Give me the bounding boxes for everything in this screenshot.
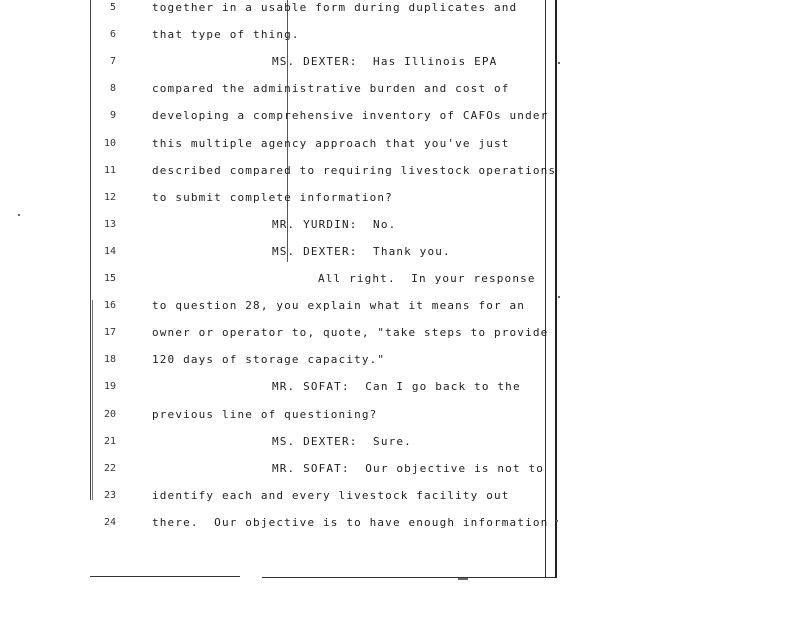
line-number: 9 bbox=[109, 110, 116, 122]
transcript-line-text: to submit complete information? bbox=[152, 190, 393, 204]
transcript-line-text: owner or operator to, quote, "take steps to provide bbox=[152, 326, 549, 340]
transcript-line-text: MR. YURDIN: No. bbox=[272, 217, 397, 231]
transcript-line-text: to question 28, you explain what it means for an bbox=[152, 299, 526, 313]
line-number: 19 bbox=[103, 381, 116, 393]
left-margin-rule bbox=[90, 0, 91, 500]
line-number: 10 bbox=[103, 137, 116, 149]
line-number: 14 bbox=[103, 245, 116, 257]
transcript-line-text: described compared to requiring livestock operations bbox=[152, 163, 557, 177]
scan-speck bbox=[556, 520, 558, 522]
line-number: 22 bbox=[103, 462, 116, 474]
line-number: 13 bbox=[103, 218, 116, 230]
transcript-line-text: there. Our objective is to have enough information bbox=[152, 515, 549, 529]
transcript-line-text: MS. DEXTER: Thank you. bbox=[272, 244, 451, 258]
line-number: 11 bbox=[103, 164, 116, 176]
transcript-line-text: MR. SOFAT: Our objective is not to bbox=[272, 461, 545, 475]
scan-speck bbox=[458, 578, 468, 580]
transcript-line-text: MS. DEXTER: Sure. bbox=[272, 434, 412, 448]
transcript-line-text: developing a comprehensive inventory of CAFOs under bbox=[152, 109, 549, 123]
line-number: 15 bbox=[103, 273, 116, 284]
transcript-line-text: MR. SOFAT: Can I go back to the bbox=[272, 380, 521, 394]
line-number: 5 bbox=[109, 2, 116, 13]
transcript-line-text: that type of thing. bbox=[152, 28, 300, 42]
line-number: 16 bbox=[103, 300, 116, 312]
transcript-line-text: together in a usable form during duplicates and bbox=[152, 1, 518, 14]
bottom-rule-left bbox=[90, 576, 240, 577]
right-margin-rule bbox=[545, 0, 546, 578]
scan-speck bbox=[18, 214, 20, 216]
line-number: 12 bbox=[103, 191, 116, 203]
line-number: 21 bbox=[103, 435, 116, 447]
line-number: 20 bbox=[103, 408, 116, 420]
transcript-line-text: MS. DEXTER: Has Illinois EPA bbox=[272, 55, 498, 69]
transcript-line-text: compared the administrative burden and cost of bbox=[152, 82, 510, 96]
transcript-line-text: 120 days of storage capacity." bbox=[152, 353, 386, 367]
transcript-line-text: identify each and every livestock facility out bbox=[152, 488, 510, 502]
line-number: 24 bbox=[103, 516, 116, 528]
transcript-line-text: this multiple agency approach that you've just bbox=[152, 136, 510, 150]
line-number: 23 bbox=[103, 489, 116, 501]
line-number: 8 bbox=[109, 83, 116, 95]
left-margin-rule-secondary bbox=[92, 300, 93, 500]
right-margin-rule-secondary bbox=[555, 0, 557, 578]
transcript-line-text: previous line of questioning? bbox=[152, 407, 378, 421]
line-number: 7 bbox=[109, 56, 116, 68]
transcript-line-text: All right. In your response bbox=[318, 272, 536, 285]
line-number: 18 bbox=[103, 354, 116, 366]
line-number: 17 bbox=[103, 327, 116, 339]
scan-speck bbox=[558, 62, 560, 64]
line-number: 6 bbox=[109, 29, 116, 41]
bottom-rule-right bbox=[262, 577, 555, 578]
scan-speck bbox=[558, 296, 560, 298]
